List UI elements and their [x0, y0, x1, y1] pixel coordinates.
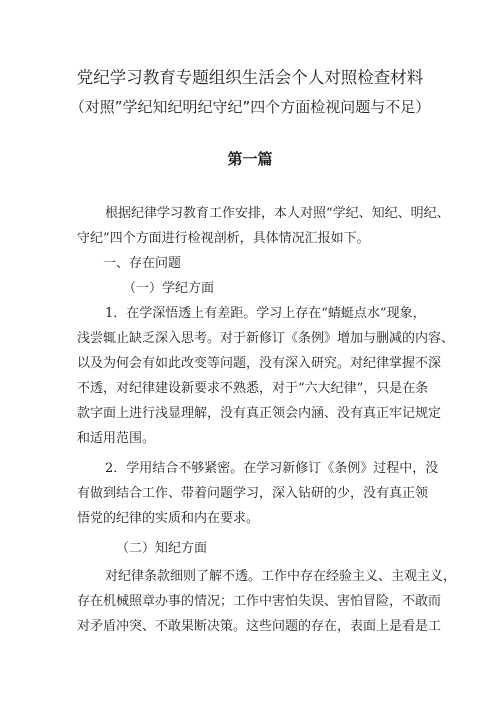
- paragraph-line: 存在机械照章办事的情况；工作中害怕失误、害怕冒险，不敢而: [77, 594, 442, 609]
- paragraph-line: 和适用范围。: [77, 431, 156, 446]
- document-subtitle: （对照”学纪知纪明纪守纪”四个方面检视问题与不足）: [69, 98, 431, 116]
- paragraph-line: 浅尝辄止缺乏深入思考。对于新修订《条例》增加与删减的内容、: [77, 331, 455, 346]
- paragraph-line: 根据纪律学习教育工作安排，本人对照“学纪、知纪、明纪、: [105, 206, 450, 221]
- paragraph-line: 悟党的纪律的实质和内在要求。: [77, 511, 260, 526]
- chapter-heading: 第一篇: [227, 150, 273, 168]
- subsection-heading: （一）学纪方面: [123, 281, 215, 296]
- paragraph-line: 不透，对纪律建设新要求不熟悉，对于“六大纪律”，只是在条: [77, 381, 429, 396]
- paragraph-line: 以及为何会有如此改变等问题，没有深入研究。对纪律掌握不深: [77, 356, 442, 371]
- paragraph-line: 对纪律条款细则了解不透。工作中存在经验主义、主观主义，: [105, 569, 457, 584]
- document-title: 党纪学习教育专题组织生活会个人对照检查材料: [76, 68, 424, 87]
- paragraph-line: 有做到结合工作、带着问题学习，深入钻研的少，没有真正领: [77, 486, 429, 501]
- paragraph-line: 守纪”四个方面进行检视剖析，具体情况汇报如下。: [77, 231, 370, 246]
- paragraph-line: 1．在学深悟透上有差距。学习上存在“蜻蜓点水”现象，: [105, 306, 426, 321]
- paragraph-line: 款字面上进行浅显理解，没有真正领会内涵、没有真正牢记规定: [77, 406, 442, 421]
- subsection-heading: （二）知纪方面: [116, 541, 208, 556]
- section-heading: 一、存在问题: [103, 256, 182, 271]
- paragraph-line: 对矛盾冲突、不敢果断决策。这些问题的存在，表面上是看是工: [77, 619, 442, 634]
- paragraph-line: 2．学用结合不够紧密。在学习新修订《条例》过程中，没: [105, 461, 439, 476]
